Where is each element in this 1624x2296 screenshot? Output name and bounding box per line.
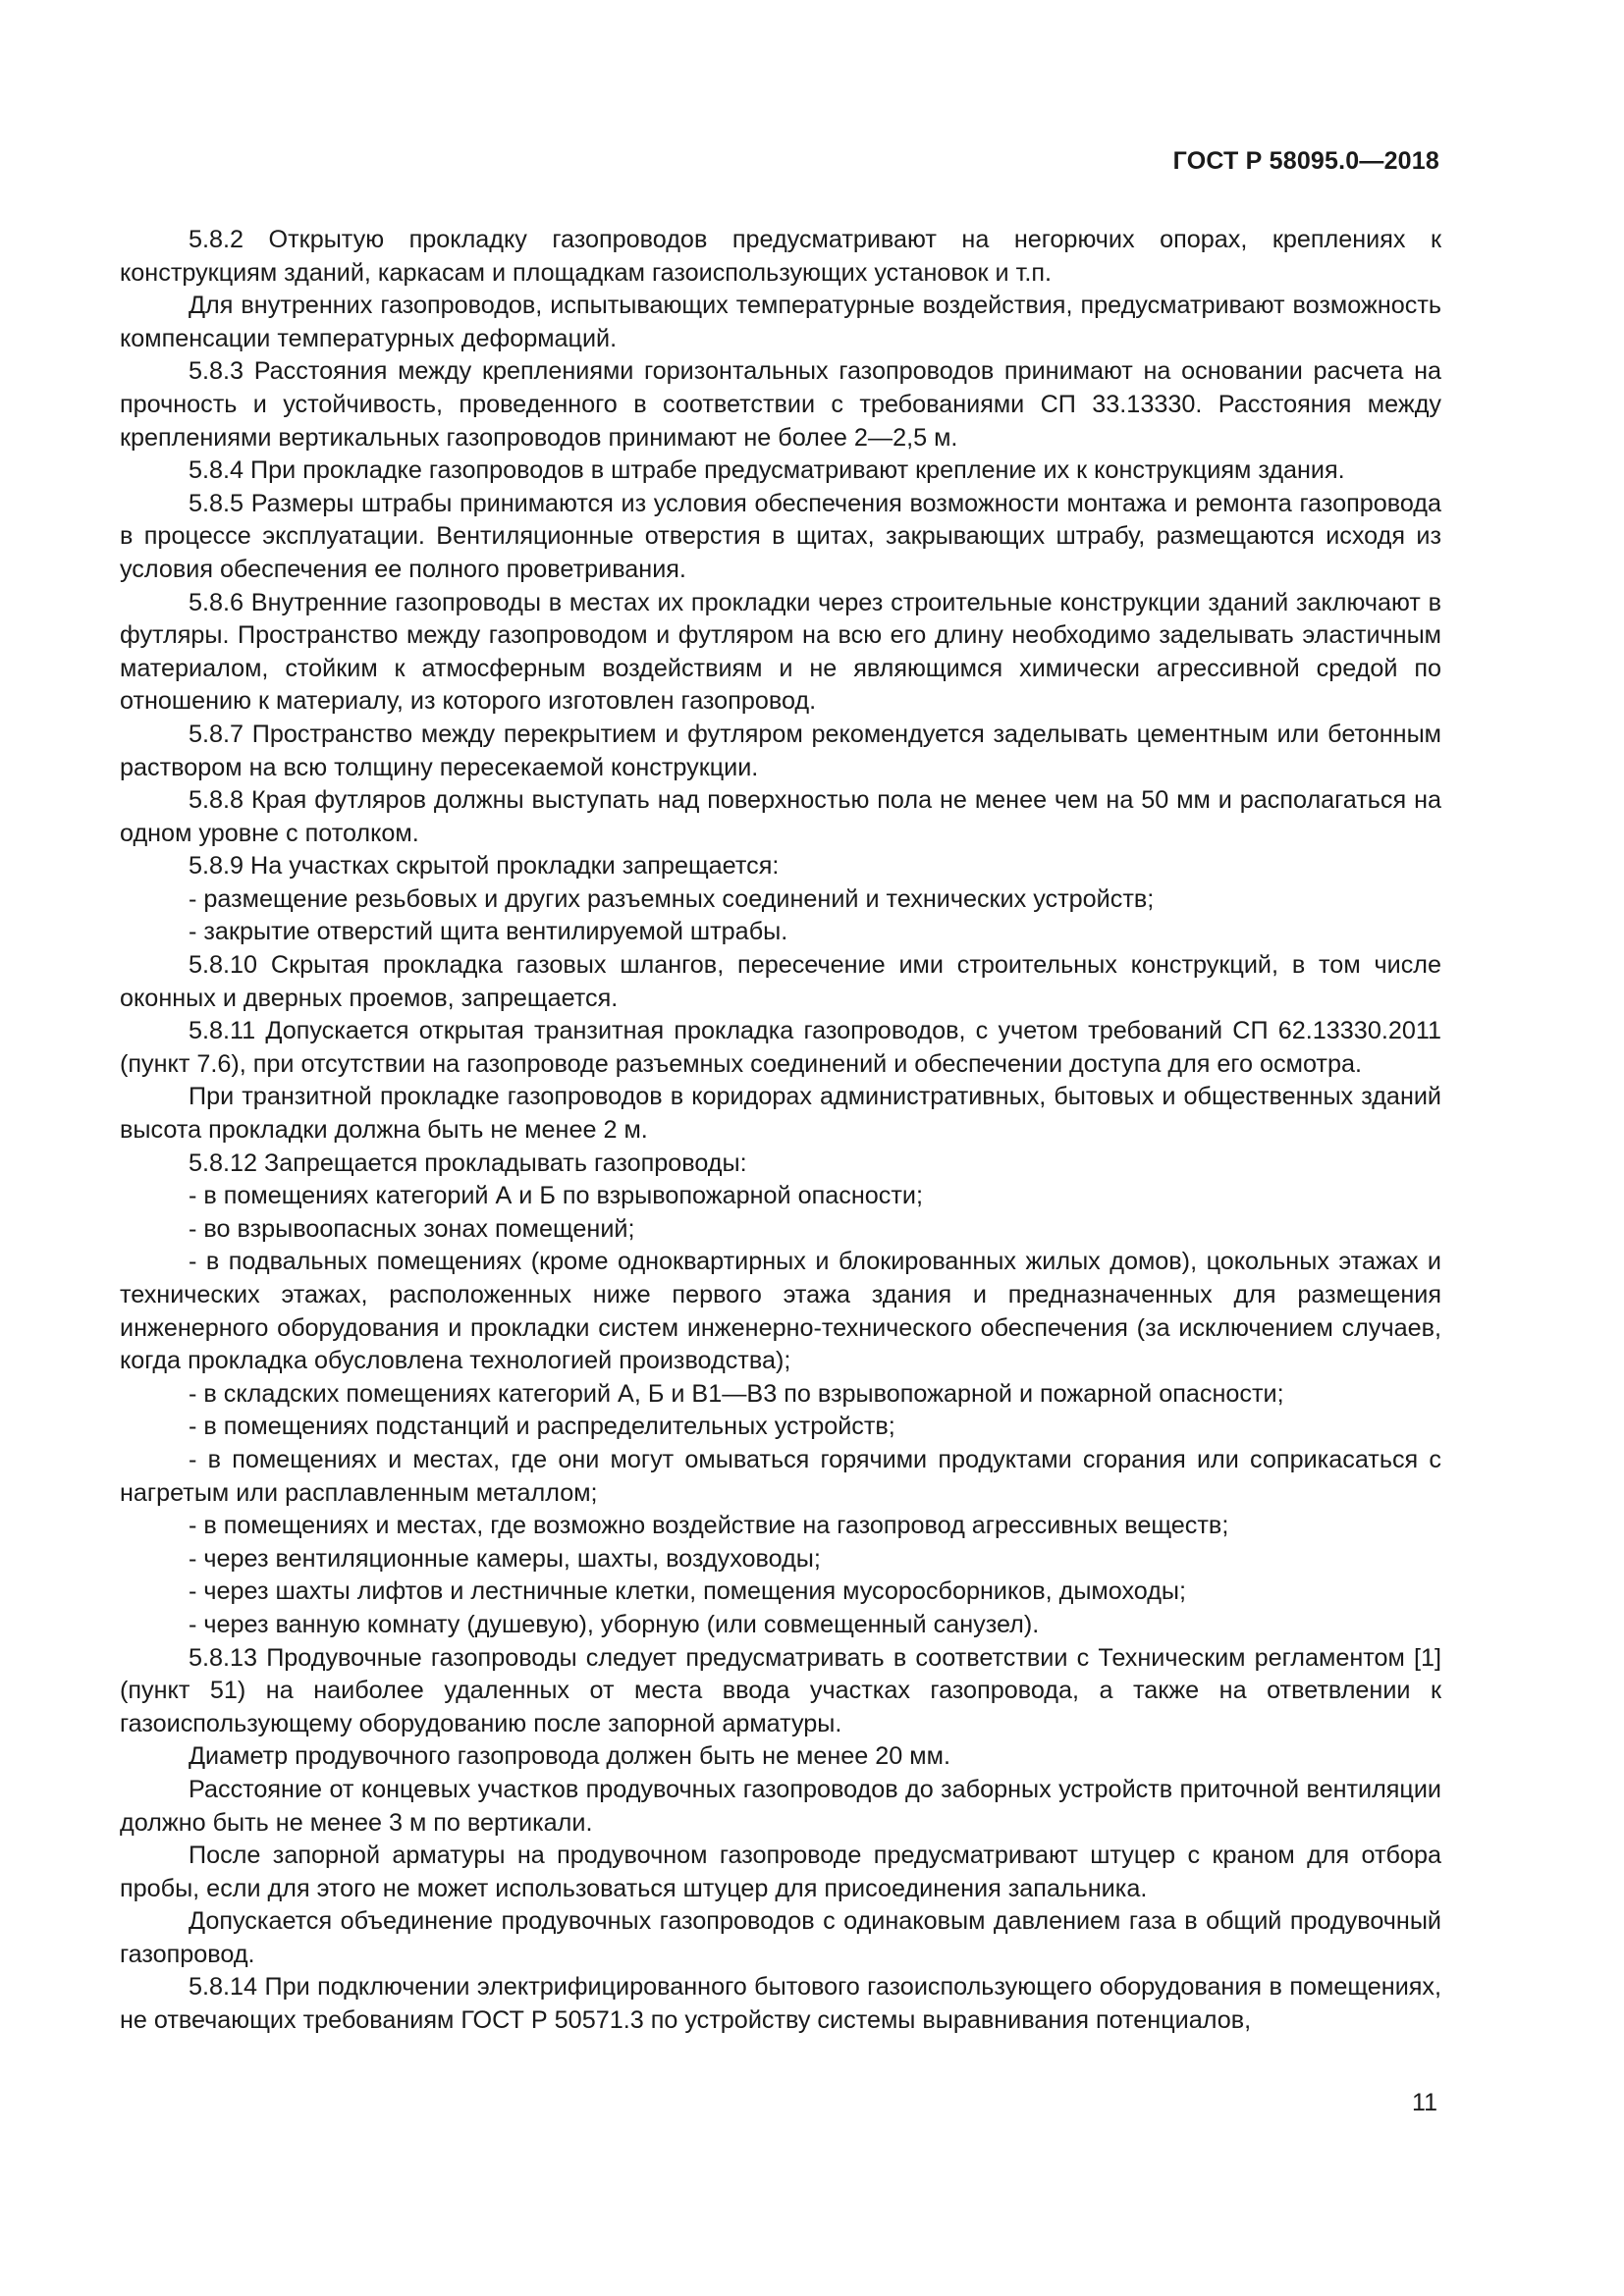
- paragraph: 5.8.3 Расстояния между креплениями горизонтальных газопроводов принимают на основании расчета на прочность и устойчивость, проведенного в соответствии с требованиями СП 33.13330. Расстояния между креплениями вертикальных газопроводов принимают не более 2—2,5 м.: [120, 357, 1441, 452]
- list-item: - через вентиляционные камеры, шахты, воздуховоды;: [189, 1544, 821, 1573]
- page-number: 11: [1412, 2089, 1437, 2116]
- paragraph: Расстояние от концевых участков продувочных газопроводов до заборных устройств приточной вентиляции должно быть не менее 3 м по вертикали.: [120, 1775, 1441, 1837]
- document-body: [120, 224, 1441, 2038]
- list-item: - через ванную комнату (душевую), уборную (или совмещенный санузел).: [189, 1610, 1040, 1638]
- list-item: - в помещениях и местах, где возможно воздействие на газопровод агрессивных веществ;: [189, 1512, 1229, 1540]
- paragraph: При транзитной прокладке газопроводов в коридорах административных, бытовых и общественных зданий высота прокладки должна быть не менее 2 м.: [120, 1083, 1441, 1145]
- paragraph: 5.8.8 Края футляров должны выступать над поверхностью пола не менее чем на 50 мм и располагаться на одном уровне с потолком.: [120, 786, 1441, 847]
- list-item: - через шахты лифтов и лестничные клетки, помещения мусоросборников, дымоходы;: [189, 1577, 1187, 1606]
- paragraph: 5.8.10 Скрытая прокладка газовых шлангов, пересечение ими строительных конструкций, в том числе оконных и дверных проемов, запрещается.: [120, 951, 1441, 1012]
- paragraph: 5.8.7 Пространство между перекрытием и футляром рекомендуется заделывать цементным или бетонным раствором на всю толщину пересекаемой конструкции.: [120, 720, 1441, 781]
- paragraph: 5.8.11 Допускается открытая транзитная прокладка газопроводов, с учетом требований СП 62.13330.2011 (пункт 7.6), при отсутствии на газопроводе разъемных соединений и обеспечении доступа для его осмотра.: [120, 1017, 1441, 1078]
- paragraph: После запорной арматуры на продувочном газопроводе предусматривают штуцер с краном для отбора пробы, если для этого не может использоваться штуцер для присоединения запальника.: [120, 1842, 1441, 1902]
- paragraph: Допускается объединение продувочных газопроводов с одинаковым давлением газа в общий продувочный газопровод.: [120, 1907, 1441, 1968]
- paragraph: 5.8.14 При подключении электрифицированного бытового газоиспользующего оборудования в помещениях, не отвечающих требованиям ГОСТ Р 50571.3 по устройству системы выравнивания потенциалов,: [120, 1973, 1441, 2035]
- list-item: - закрытие отверстий щита вентилируемой штрабы.: [189, 918, 788, 946]
- list-item: - в помещениях категорий А и Б по взрывопожарной опасности;: [189, 1182, 923, 1210]
- paragraph: 5.8.9 На участках скрытой прокладки запрещается:: [189, 852, 780, 881]
- list-item: - в складских помещениях категорий А, Б и В1—В3 по взрывопожарной и пожарной опасности;: [189, 1379, 1284, 1408]
- paragraph: 5.8.5 Размеры штрабы принимаются из условия обеспечения возможности монтажа и ремонта газопровода в процессе эксплуатации. Вентиляционные отверстия в щитах, закрывающих штрабу, размещаются исходя из условия обеспечения ее полного проветривания.: [120, 489, 1441, 583]
- list-item: - размещение резьбовых и других разъемных соединений и технических устройств;: [189, 884, 1155, 913]
- paragraph: 5.8.12 Запрещается прокладывать газопроводы:: [189, 1148, 747, 1177]
- paragraph: 5.8.6 Внутренние газопроводы в местах их прокладки через строительные конструкции зданий заключают в футляры. Пространство между газопроводом и футляром на всю его длину необходимо заделывать эластичным материалом, стойким к атмосферным воздействиям и не являющимся химически агрессивной средой по отношению к материалу, из которого изготовлен газопровод.: [120, 588, 1441, 716]
- list-item: - в помещениях подстанций и распределительных устройств;: [189, 1413, 895, 1441]
- paragraph: Для внутренних газопроводов, испытывающих температурные воздействия, предусматривают возможность компенсации температурных деформаций.: [120, 292, 1441, 352]
- document-header-standard-id: ГОСТ Р 58095.0—2018: [1172, 147, 1439, 175]
- list-item: - в подвальных помещениях (кроме одноквартирных и блокированных жилых домов), цокольных этажах и технических этажах, расположенных ниже первого этажа здания и предназначенных для размещения инженерного оборудования и прокладки систем инженерно-технического обеспечения (за исключением случаев, когда прокладка обусловлена технологией производства);: [120, 1248, 1441, 1375]
- paragraph: 5.8.4 При прокладке газопроводов в штрабе предусматривают крепление их к конструкциям здания.: [189, 456, 1345, 485]
- list-item: - в помещениях и местах, где они могут омываться горячими продуктами сгорания или соприкасаться с нагретым или расплавленным металлом;: [120, 1445, 1441, 1507]
- paragraph: 5.8.13 Продувочные газопроводы следует предусматривать в соответствии с Техническим регламентом [1] (пункт 51) на наиболее удаленных от места ввода участках газопровода, а также на ответвлении к газоиспользующему оборудованию после запорной арматуры.: [120, 1643, 1441, 1737]
- paragraph: 5.8.2 Открытую прокладку газопроводов предусматривают на негорючих опорах, креплениях к конструкциям зданий, каркасам и площадкам газоиспользующих установок и т.п.: [120, 226, 1441, 287]
- paragraph: Диаметр продувочного газопровода должен быть не менее 20 мм.: [189, 1742, 950, 1771]
- list-item: - во взрывоопасных зонах помещений;: [189, 1214, 635, 1243]
